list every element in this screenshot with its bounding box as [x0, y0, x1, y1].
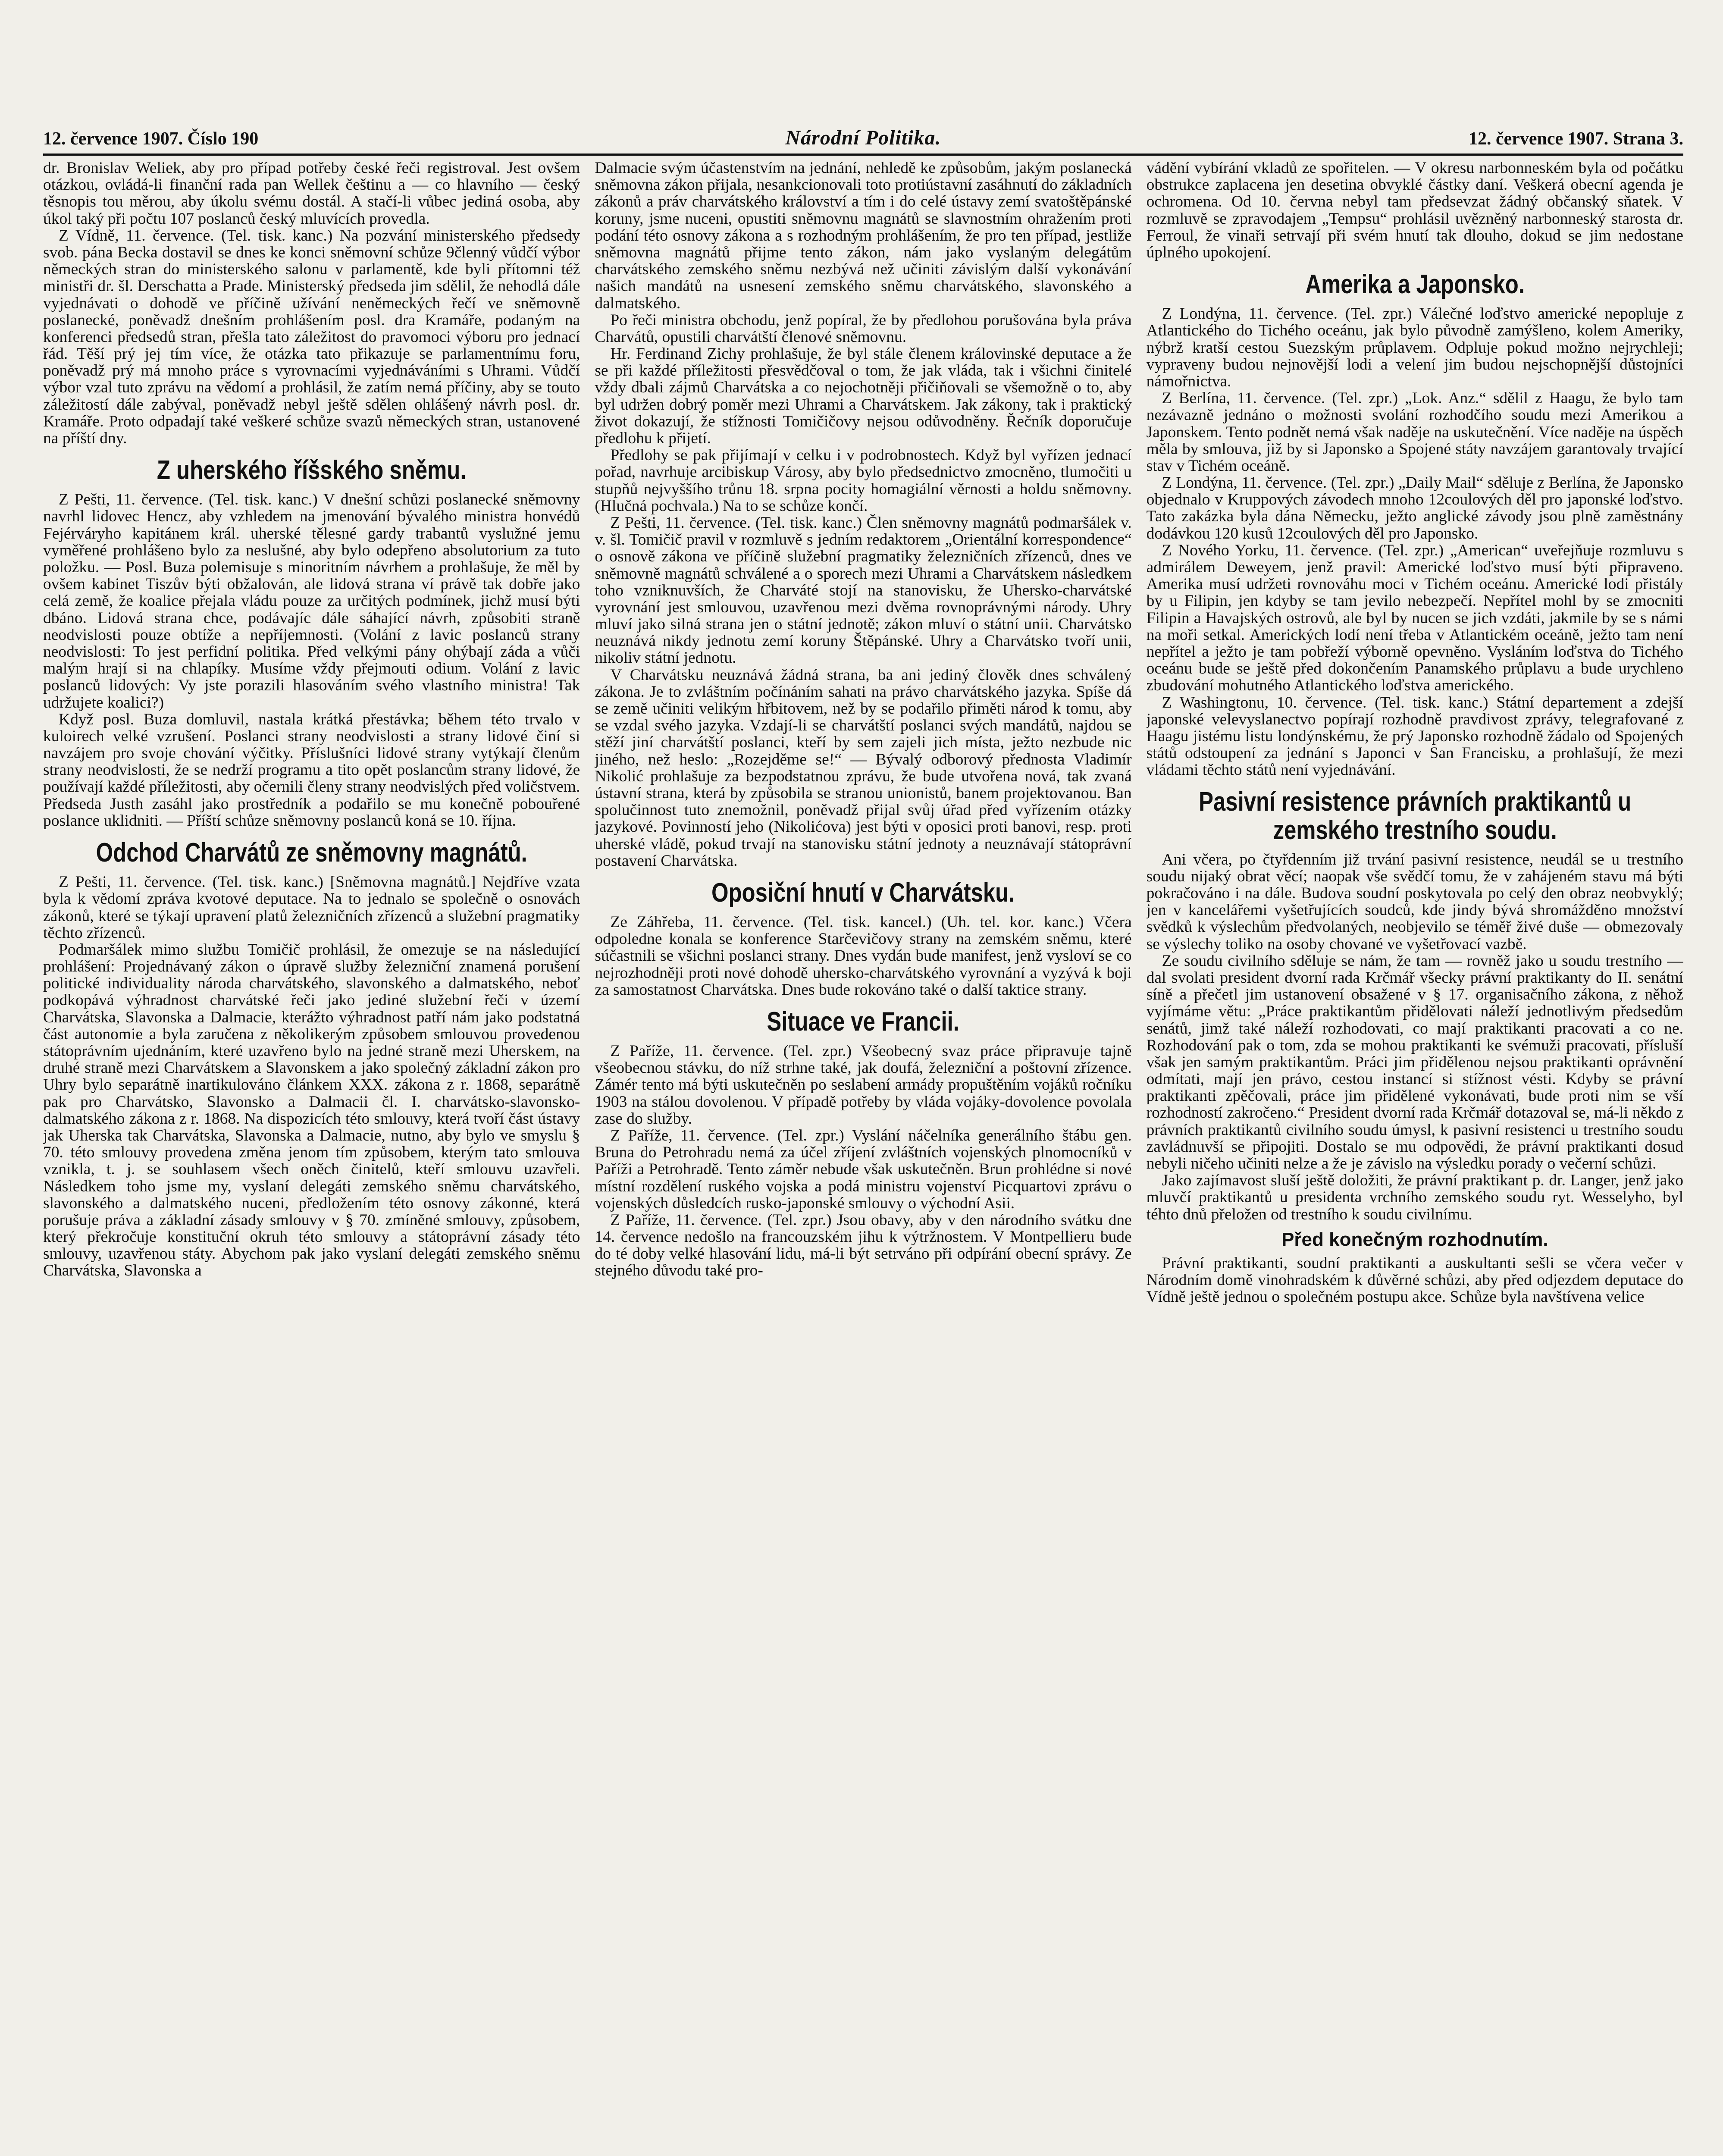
article-paragraph: Z Pešti, 11. července. (Tel. tisk. kanc.) V dnešní schůzi poslanecké sněmovny navrhl lidovec Hencz, aby vzhledem na jmenování bývalého ministra honvédů Fejérváryho kapitánem král. uherské tělesné gardy trabantů vyslužné jemu vyměřené prohlášeno bylo za neslušné, aby bylo odepřeno absolutorium za tuto položku. — Posl. Buza polemisuje s minoritním návrhem a prohlašuje, že měl by ovšem kabinet Tiszův býti obžalován, ale lidová strana ví právě tak dobře jako celá země, že koalice přejala vládu pouze za určitých podmínek, jichž musí býti dbáno. Lidová strana chce, podávajíc dále sáhající návrh, způsobiti straně neodvislosti pouze obtíže a nepříjemnosti. (Volání z lavic poslanců strany neodvislosti: To jest perfidní politika. Před velkými pány ohýbají záda a vůči malým hrají si na chlapíky. Musíme vždy přejmouti odium. Volání z lavic poslanců lidových: Vy jste porazili hlasováním svého vlastního ministra! Tak udržujete koalici?) — [43, 491, 580, 711]
article-paragraph: Když posl. Buza domluvil, nastala krátká přestávka; během této trvalo v kuloirech velké vzrušení. Poslanci strany neodvislosti a strany lidové činí si navzájem pro svoje chování výčitky. Příslušníci lidové strany vytýkají členům strany neodvislosti, že se nedrží programu a tito opět poslancům strany lidové, že používají každé příležitosti, aby očernili členy strany neodvislých před voličstvem. Předseda Justh zasáhl jako prostředník a podařilo se mu konečně pobouřené poslance uklidniti. — Příští schůze sněmovny poslanců koná se 10. října. — [43, 710, 580, 830]
article-paragraph: Hr. Ferdinand Zichy prohlašuje, že byl stále členem královinské deputace a že se při každé příležitosti přesvědčoval o tom, že jak vláda, tak i všichni činitelé vždy dbali zájmů Charvátska a co nejochotněji přičiňovali se všemožně o to, aby byl udržen dobrý poměr mezi Uhrami a Charvátskem. Jak zákony, tak i praktický život dokazují, že stížnosti Tomičičovy nejsou odůvodněny. Řečník doporučuje předlohu k přijetí. — [595, 345, 1132, 447]
article-paragraph: Z Londýna, 11. července. (Tel. zpr.) „Daily Mail“ sděluje z Berlína, že Japonsko objednalo v Kruppových závodech mnoho 12coulových děl pro japonské loďstvo. Tato zakázka byla dána Německu, ježto anglické závody jsou plně zaměstnány dodávkou 120 kusů 12coulových děl pro Japonsko. — [1146, 474, 1683, 542]
article-paragraph: Předlohy se pak přijímají v celku i v podrobnostech. Když byl vyřízen jednací pořad, navrhuje arcibiskup Városy, aby bylo předsednictvo zmocněno, tlumočiti u stupňů nejvyššího trůnu 18. srpna pocity homagiální věrnosti a holdu sněmovny. (Hlučná pochvala.) Na to se schůze končí. — [595, 446, 1132, 515]
column-1 — [43, 160, 580, 2156]
article-headline: Oposiční hnutí v Charvátsku. — [711, 877, 1015, 908]
header-date-page: 12. července 1907. Strana 3. — [1468, 129, 1683, 149]
article-paragraph: Z Londýna, 11. července. (Tel. zpr.) Válečné loďstvo americké nepopluje z Atlantického do Tichého oceánu, jak bylo původně zamýšleno, kolem Ameriky, nýbrž kratší cestou Suezským průplavem. Odpluje pokud možno nejrychleji; vypraveny budou nejnovější lodi a velení jim budou nejschopnější důstojníci námořnictva. — [1146, 305, 1683, 390]
header-date-issue: 12. července 1907. Číslo 190 — [43, 129, 259, 149]
article-headline: Situace ve Francii. — [767, 1006, 960, 1037]
column-2 — [595, 160, 1131, 2156]
article-headline: Pasivní resistence právních praktikantů u zemského trestního soudu. — [1198, 787, 1631, 845]
masthead-title: Národní Politika. — [785, 126, 941, 149]
article-paragraph: Jako zajímavost sluší ještě doložiti, že právní praktikant p. dr. Langer, jenž jako mluvčí praktikantů u presidenta vrchního zemského soudu ryt. Wesselyho, byl téhto dnů přeložen od trestního k soudu civilnímu. — [1146, 1172, 1683, 1223]
article-paragraph: Dalmacie svým účastenstvím na jednání, nehledě ke způsobům, jakým poslanecká sněmovna zákon přijala, nesankcionovali toto protiústavní zasáhnutí do základních zákonů a práv charvátského království a tím i do celé ústavy zemí svatoštěpánské koruny, jsme nuceni, opustiti sněmovnu magnátů se slavnostním ohražením proti podání této osnovy zákona a s rozhodným prohlášením, že pro ten případ, jestliže sněmovna magnátů přijme tento zákon, nám jako vyslaným delegátům charvátského zemského sněmu nezbývá než učiniti závislým další vykonávání našich mandátů na usnesení zemského sněmu charvátského, slavonského a dalmatského. — [595, 160, 1132, 312]
article-headline: Odchod Charvátů ze sněmovny magnátů. — [96, 838, 527, 868]
column-3 — [1147, 160, 1683, 2156]
article-paragraph: Z Vídně, 11. července. (Tel. tisk. kanc.) Na pozvání ministerského předsedy svob. pána Becka dostavil se dnes ke konci sněmovní schůze 9členný vůdčí výbor německých stran do ministerského salonu v parlamentě, kde byli přítomni též ministři dr. šl. Derschatta a Prade. Ministerský předseda jim sdělil, že nehodlá dále vyjednávati o dohodě ve příčině užívání neněmeckých řečí ve sněmovně poslanecké, poněvadž dnešním prohlášením posl. dra Kramáře, podaným na konferenci předsedů stran, přešla tato záležitost do pravomoci výboru pro jednací řád. Těší prý jej tím více, že otázka tato přikazuje se parlamentnímu foru, poněvadž prý má mnoho práce s vyrovnacími vyjednáváními s Uhrami. Vůdčí výbor vzal tuto zprávu na vědomí a prohlásil, že zatím nemá příčiny, aby se touto záležitostí dále zabýval, poněvadž nebyl ještě sdělen ohlášený návrh posl. dr. Kramáře. Proto odpadají také veškeré schůze svazů německých stran, ustanovené na příští dny. — [43, 226, 580, 447]
article-paragraph: vádění vybírání vkladů ze spořitelen. — V okresu narbonneském byla od počátku obstrukce zaplacena jen desetina obvyklé částky daní. Veškerá obecní agenda je ochromena. Od 10. června nebyl tam předsevzat žádný občanský sňatek. V rozmluvě se zpravodajem „Tempsu“ prohlásil uvězněný narbonneský starosta dr. Ferroul, že vinaři setrvají při svém hnutí tak dlouho, dokud se jim nedostane úplného upokojení. — [1146, 160, 1683, 261]
page-header — [43, 126, 1683, 156]
article-paragraph: Ze soudu civilního sděluje se nám, že tam — rovněž jako u soudu trestního — dal svolati president dvorní rada Krčmář všecky právní praktikanty do II. senátní síně a přečetl jim ustanovení obsažené v § 17. organisačního zákona, z něhož vyjímáme větu: „Práce praktikantům přidělovati náleží jednotlivým předsedům senátů, jimž také náleží rozhodovati, co mají praktikanti pracovati a co ne. Rozhodování pak o tom, zda se mohou praktikanti ke svémuži pracovati, přísluší však jen samým praktikantům. Práci jim přidělenou nejsou praktikanti oprávnění odmítati, mají jen právo, cestou instancí si stížnost vésti. Kdyby se právní praktikanti zpěčovali, práce jim přidělené vykonávati, bude proti nim se vší rozhodností zakročeno.“ President dvorní rada Krčmář dotazoval se, má-li někdo z právních praktikantů civilního soudu úmysl, k pasivní resistenci u trestního soudu zavládnuvší se připojiti. Dostalo se mu odpovědi, že právní praktikanti dosud nebyli ničeho učiniti nelze a že je závislo na výsledku porady o večerní schůzi. — [1146, 952, 1683, 1173]
article-paragraph: Právní praktikanti, soudní praktikanti a auskultanti sešli se včera večer v Národním domě vinohradském k důvěrné schůzi, aby před odjezdem deputace do Vídně ještě jednou o společném postupu akce. Schůze byla navštívena velice — [1146, 1254, 1683, 1306]
article-paragraph: Ani včera, po čtyřdenním již trvání pasivní resistence, neudál se u trestního soudu nijaký obrat věcí; naopak vše svědčí tomu, že v zahájeném stavu má býti pokračováno i na dále. Budova soudní poskytovala po celý den obraz neobvyklý; jen v kancelářemi vyšetřujících soudců, kde jindy bývá shromážděno množství svědků k výslechům předvolaných, neobjevilo se téměř živé duše — obmezovaly se výslechy toliko na osoby chované ve vyšetřovací vazbě. — [1146, 850, 1683, 953]
article-paragraph: V Charvátsku neuznává žádná strana, ba ani jediný člověk dnes schválený zákona. Je to zvláštním počínáním sahati na právo charvátského jazyka. Spíše dá se země učiniti velikým hřbitovem, než by se podařilo přiměti národ k tomu, aby se vzdal svého jazyka. Vzdají-li se charvátští poslanci svých mandátů, najdou se stěží jiní charvátští poslanci, kteří by sem zajeli jich místa, ježto nezbude nic jiného, než heslo: „Rozejděme se!“ — Bývalý odborový přednosta Vladimír Nikolić prohlašuje za bezpodstatnou zprávu, že bude utvořena nová, tak zvaná ústavní strana, která by způsobila se stranou unionistů, banem projektovanou. Ban spolučinnost tuto znemožnil, poněvadž přijal svůj úřad před vyřízením otázky jazykové. Povinností jeho (Nikolićova) jest býti v oposici proti banovi, resp. proti uherské vládě, pokud trvají na stanovisku státní jednoty a neuznávají státoprávní postavení Charvátska. — [595, 666, 1132, 870]
article-paragraph: Po řeči ministra obchodu, jenž popíral, že by předlohou porušována byla práva Charvátů, opustili charvátští členové sněmovnu. — [595, 311, 1132, 346]
article-subheading: Před konečným rozhodnutím. — [1281, 1228, 1548, 1250]
article-paragraph: Z Nového Yorku, 11. července. (Tel. zpr.) „American“ uveřejňuje rozmluvu s admirálem Deweyem, jenž pravil: Americké loďstvo musí býti připraveno. Amerika musí udržeti rovnováhu moci v Tichém oceánu. Americké lodi přistály by u Filipin, jen kdyby se tam jevilo nebezpečí. Nepřítel mohl by se zmocniti Filipin a Havajských ostrovů, ale byl by nucen se jich vzdáti, jakmile by se s námi na moři setkal. Amerických lodí není třeba v Atlantickém oceáně, ježto tam není nepřítel a ježto je tam pobřeží výborně opevněno. Vysláním loďstva do Tichého oceánu bude se ještě před dokončením Panamského průplavu a bude urychleno zbudování mohutného Atlantického loďstva amerického. — [1146, 541, 1683, 695]
article-paragraph: Z Paříže, 11. července. (Tel. zpr.) Všeobecný svaz práce připravuje tajně všeobecnou stávku, do níž strhne také, jak doufá, železniční a poštovní zřízence. Zámér tento má býti uskutečněn po seslabení armády propuštěním vojáků ročníku 1903 na stálou dovolenou. V případě potřeby by vláda vojáky-dovolence povolala zase do služby. — [595, 1042, 1132, 1128]
article-columns — [43, 160, 1683, 2156]
article-paragraph: dr. Bronislav Weliek, aby pro případ potřeby české řeči registroval. Jest ovšem otázkou, ovládá-li finanční rada pan Wellek češtinu a — co hlavního — český těsnopis tou měrou, aby úkolu svému dostál. A stačí-li vůbec jediná osoba, aby úkol taký při počtu 107 poslanců český mluvících provedla. — [43, 160, 580, 228]
article-paragraph: Z Pešti, 11. července. (Tel. tisk. kanc.) [Sněmovna magnátů.] Nejdříve vzata byla k vědomí zpráva kvotové deputace. Na to jednalo se společně o osnovách zákonů, které se týkají upravení platů železničních zřízenců a služební pragmatiky těchto zřízenců. — [43, 873, 580, 942]
article-headline: Z uherského říšského sněmu. — [157, 455, 467, 486]
article-paragraph: Z Paříže, 11. července. (Tel. zpr.) Vyslání náčelníka generálního štábu gen. Bruna do Petrohradu nemá za účel zříjení zvláštních vojenských plnomocníků v Paříži a Petrohradě. Tento záměr nebude však uskutečněn. Brun prohlédne si nové místní rozdělení ruského vojska a podá ministru vojenství Picquartovi zprávu o vojenských důsledcích rusko-japonské smlouvy o východní Asii. — [595, 1126, 1132, 1212]
article-paragraph: Z Berlína, 11. července. (Tel. zpr.) „Lok. Anz.“ sdělil z Haagu, že bylo tam nezávazně jednáno o možnosti svolání rozhodčího soudu mezi Amerikou a Japonskem. Tento podnět nemá však naděje na uskutečnění. Více naděje na úspěch měla by smlouva, již by si Japonsko a Spojené státy navzájem garantovaly trvající stav v Tichém oceáně. — [1146, 389, 1683, 475]
article-headline: Amerika a Japonsko. — [1305, 270, 1525, 300]
article-paragraph: Z Paříže, 11. července. (Tel. zpr.) Jsou obavy, aby v den národního svátku dne 14. července nedošlo na francouzském jihu k výtržnostem. V Montpellieru bude do té doby velké hlasování lidu, má-li být setrváno při odpírání obecní správy. Ze stejného důvodu také pro- — [595, 1211, 1132, 1280]
article-paragraph: Z Washingtonu, 10. července. (Tel. tisk. kanc.) Státní departement a zdejší japonské velevyslanectvo popírají rozhodně pravdivost zprávy, telegrafované z Haagu jistému listu londýnskému, že prý Japonsko rozhodně žádalo od Spojených států odstoupení za jednání s Japonci v San Francisku, a prohlašují, že mezi vládami těchto států není vyjednávání. — [1146, 693, 1683, 779]
article-paragraph: Z Pešti, 11. července. (Tel. tisk. kanc.) Člen sněmovny magnátů podmaršálek v. v. šl. Tomičič pravil v rozmluvě s jedním redaktorem „Orientální korrespondence“ o osnově zákona ve příčině služební pragmatiky železničních zřízenců, dnes ve sněmovně magnátů schválené a o sporech mezi Uhrami a Charvátskem následkem toho vzniknuvších, že Charváté stojí na stanovisku, že Uhersko-charvátské vyrovnání jest smlouvou, uzavřenou mezi dvěma rovnoprávnými národy. Uhry mluví jako silná strana jen o státní jednotě; zákon mluví o státní unii. Charvátsko neuznává nikdy jednotu zemí koruny Štěpánské. Uhry a Charvátsko tvoří unii, nikoliv státní jednotu. — [595, 514, 1132, 667]
article-paragraph: Ze Záhřeba, 11. července. (Tel. tisk. kancel.) (Uh. tel. kor. kanc.) Včera odpoledne konala se konference Starčevičovy strany na zemském sněmu, které súčastnili se všichni poslanci strany. Dnes vydán bude manifest, jenž vysloví se co nejrozhodněji proti nové dohodě uhersko-charvátského vyrovnání a vyzývá k boji za samostatnost Charvátska. Dnes bude rokováno také o další taktice strany. — [595, 913, 1132, 999]
article-paragraph: Podmaršálek mimo službu Tomičič prohlásil, že omezuje se na následující prohlášení: Projednávaný zákon o úpravě služby železniční znamená porušení politické individuality národa charvátského, slavonského a dalmatského, neboť podkopává výhradnost charvátské řeči jako jediné služební řeči v území Charvátska, Slavonska a Dalmacie, kterážto výhradnost patří nám jako podstatná část autonomie a byla zaručena z několikerým způsobem smlouvou provedenou státoprávním ujednáním, které uzavřeno bylo na jedné straně mezi Uherskem, na druhé straně mezi Charvátskem a Slavonskem a jako společný základní zákon pro Uhry bylo separátně inartikulováno článkem XXX. zákona z r. 1868, separátně pak pro Charvátsko, Slavonsko a Dalmacii čl. I. charvátsko-slavonsko-dalmatského zákona z r. 1868. Na dispozicích této smlouvy, která tvoří část ústavy jak Uherska tak Charvátska, Slavonska a Dalmacie, nutno, aby bylo ve smyslu § 70. této smlouvy provedena změna jenom tím způsobem, kterým tato smlouva vznikla, t. j. se souhlasem všech oněch činitelů, kteří smlouvu uzavřeli. Následkem toho jsme my, vyslaní delegáti zemského sněmu charvátského, slavonského a dalmatského nuceni, předložením této osnovy zákonné, která porušuje práva a základní zásady smlouvy v § 70. zmíněné smlouvy, způsobem, který překročuje konstituční okruh této smlouvy a státoprávní zásady této smlouvy, uzavřenou státy. Abychom pak jako vyslaní delegáti zemského sněmu Charvátska, Slavonska a — [43, 940, 580, 1280]
